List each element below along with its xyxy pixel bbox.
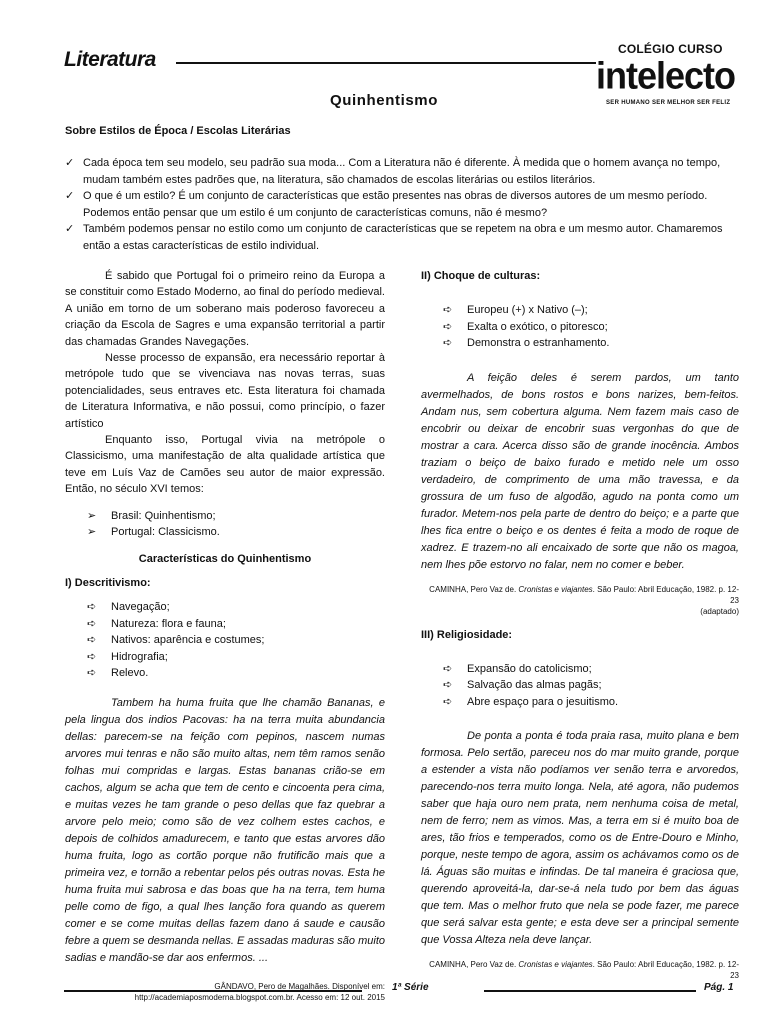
left-column — [65, 268, 385, 1003]
list-item: ➪ Europeu (+) x Nativo (–); — [443, 302, 739, 318]
reference-link: http://academiaposmoderna.blogspot.com.br. Acesso em: 12 out. 2015 — [134, 993, 385, 1003]
footer-rule-left — [64, 990, 362, 992]
page-title: Quinhentismo — [329, 92, 439, 109]
hand-arrow-icon: ➪ — [443, 320, 453, 333]
arrow-bullet-icon: ➢ — [87, 526, 97, 539]
paragraph: Nesse processo de expansão, era necessário reportar à metrópole tudo que se vivenciava nas novas terras, suas potencialidades, seus entraves etc. Esta literatura foi chamada de Literatura Informativa, e não possui, como princípio, o fazer artístico — [65, 352, 385, 430]
religion-list — [421, 661, 739, 710]
check-icon: ✓ — [65, 157, 75, 169]
intro-list — [65, 155, 740, 254]
list-item: ➪ Expansão do catolicismo; — [443, 661, 739, 677]
paragraph: É sabido que Portugal foi o primeiro reino da Europa a se constituir como Estado Moderno, ao final do período medieval. A união em torno de um soberano mais poderoso favoreceu a criação da Escola de Sagres e uma expansão territorial a partir das chamadas Grandes Navegações. — [65, 270, 385, 348]
list-item: ✓ Cada época tem seu modelo, seu padrão sua moda... Com a Literatura não é diferente. À medida que o homem avança no tempo, mudam também estes padrões que, na literatura, são chamados de escolas literárias ou estilos literários. — [65, 157, 721, 186]
school-tagline: SER HUMANO SER MELHOR SER FELIZ — [606, 100, 731, 106]
list-item: ➪ Relevo. — [87, 665, 385, 681]
hand-arrow-icon: ➪ — [87, 666, 97, 679]
right-column — [421, 268, 739, 981]
check-icon: ✓ — [65, 190, 75, 202]
list-item: ➪ Nativos: aparência e costumes; — [87, 632, 385, 648]
list-item: ➢ Portugal: Classicismo. — [87, 524, 385, 540]
hand-arrow-icon: ➪ — [443, 337, 453, 350]
list-item: ➪ Salvação das almas pagãs; — [443, 677, 739, 693]
list-item: ➪ Natureza: flora e fauna; — [87, 616, 385, 632]
reference: CAMINHA, Pero Vaz de. Cronistas e viajantes. São Paulo: Abril Educação, 1982. p. 12-23 — [429, 584, 739, 605]
header-rule — [176, 62, 596, 64]
footer-rule-right — [484, 990, 696, 992]
page-number: Pág. 1 — [704, 982, 734, 993]
hand-arrow-icon: ➪ — [443, 679, 453, 692]
reference-note: (adaptado) — [700, 606, 739, 616]
list-item: ✓ Também podemos pensar no estilo como um conjunto de características que se repetem na obra e um mesmo autor. Chamaremos então a estas características de estilo individual. — [65, 223, 723, 252]
reference: CAMINHA, Pero Vaz de. Cronistas e viajantes. São Paulo: Abril Educação, 1982. p. 12-23 — [429, 960, 739, 981]
section-title: I) Descritivismo: — [65, 576, 151, 589]
reference: GÂNDAVO, Pero de Magalhães. Disponível em: — [214, 982, 385, 992]
culture-list — [421, 302, 739, 351]
list-item: ➪ Abre espaço para o jesuitismo. — [443, 694, 739, 710]
list-item: ➪ Exalta o exótico, o pitoresco; — [443, 319, 739, 335]
list-item: ➪ Hidrografia; — [87, 649, 385, 665]
hand-arrow-icon: ➪ — [87, 601, 97, 614]
hand-arrow-icon: ➪ — [443, 663, 453, 676]
check-icon: ✓ — [65, 223, 75, 235]
list-item: ➪ Demonstra o estranhamento. — [443, 335, 739, 351]
hand-arrow-icon: ➪ — [87, 634, 97, 647]
section-subtitle: Características do Quinhentismo — [138, 552, 312, 565]
quote-gandavo: Tambem ha huma fruita que lhe chamão Bananas, e pela lingua dos indios Pacovas: ha na terra muita abundancia dellas: parecem-se na feição com pepinos, nascem numas arvores mui tenras e não são muito altas, nem têm ramos senão folhas mui compridas e largas. Estas bananas crião-se em cachos, algum se acha que tem de cento e cincoenta pera cima, e muitas vezes he tam grande o peso dellas que faz quebrar a arvore pelo meio; como são de vez colhem estes cachos, e depois de colhidos amadurecem, e tanto que estas arvores dão huma fruita, logo as cortão porque não frutificão mais que a primeira vez, e tornão a rebentar pelos pés outras novas. Esta he huma fruita mui sabrosa e das boas que ha na terra, tem huma pelle como de figo, a qual lhes lanção fora quando as querem comer e se come muitas dellas fazem dano á saude e causão febre a quem se desmanda nellas. E assadas maduras são muito sadias e mandão-se dar aos enfermos. ... — [65, 697, 385, 965]
footer-series: 1ª Série — [392, 982, 429, 993]
paragraph: Enquanto isso, Portugal vivia na metrópole o Classicismo, uma manifestação de alta qualidade artística que teve em Luís Vaz de Camões seu autor de maior expressão. Então, no século XVI temos: — [65, 434, 385, 496]
period-list — [65, 508, 385, 541]
list-item: ➪ Navegação; — [87, 599, 385, 615]
section-title: III) Religiosidade: — [421, 628, 513, 641]
list-item: ➢ Brasil: Quinhentismo; — [87, 508, 385, 524]
descriptive-list — [65, 599, 385, 681]
quote-caminha-2: De ponta a ponta é toda praia rasa, muito plana e bem formosa. Pelo sertão, pareceu nos do mar muito grande, porque a estender a vista não podíamos ver senão terra e arvoredos, parecendo-nos terra muito longa. Nela, até agora, não pudemos saber que haja ouro nem prata, nem nenhuma coisa de metal, nem de ferro; nem as vimos. Mas, a terra em si é muito boa de ares, tão frios e temperados, como os de Entre-Douro e Minho, porque, neste tempo de agora, assim os achávamos como os de lá. Águas são muitas e infindas. De tal maneira é graciosa que, querendo aproveitá-la, dar-se-á nela tudo por bem das águas que tem. Mas o melhor fruto que nela se pode fazer, me parece que será salvar esta gente; e esta deve ser a principal semente que Vossa Alteza nela deve lançar. — [421, 730, 739, 947]
quote-caminha-1: A feição deles é serem pardos, um tanto avermelhados, de bons rostos e bons narizes, bem-feitos. Andam nus, sem cobertura alguma. Nem fazem mais caso de encobrir ou deixar de encobrir suas vergonhas do que de mostrar a cara. Acerca disso são de grande inocência. Ambos traziam o beiço de baixo furado e metido nele um osso verdadeiro, de comprimento de uma mão travessa, e da grossura de um fuso de algodão, agudo na ponta como um furador. Metem-nos pela parte de dentro do beiço; e a parte que lhes fica entre o beiço e os dentes é feita a modo de roque de xadrez. E trazem-no ali encaixado de sorte que não os magoa, nem lhes põe estorvo no falar, nem no comer e beber. — [421, 371, 739, 571]
intro-heading: Sobre Estilos de Época / Escolas Literárias — [65, 125, 291, 137]
arrow-bullet-icon: ➢ — [87, 509, 97, 522]
hand-arrow-icon: ➪ — [87, 650, 97, 663]
hand-arrow-icon: ➪ — [443, 304, 453, 317]
list-item: ✓ O que é um estilo? É um conjunto de características que estão presentes nas obras de diversos autores de um mesmo período. Podemos então pensar que um estilo é um conjunto de características comuns, não é mesmo? — [65, 190, 708, 219]
section-title: II) Choque de culturas: — [421, 270, 541, 282]
school-logo: intelecto — [596, 53, 736, 97]
subject-title: Literatura — [64, 48, 156, 71]
school-label: COLÉGIO CURSO — [618, 42, 723, 56]
hand-arrow-icon: ➪ — [443, 695, 453, 708]
hand-arrow-icon: ➪ — [87, 617, 97, 630]
